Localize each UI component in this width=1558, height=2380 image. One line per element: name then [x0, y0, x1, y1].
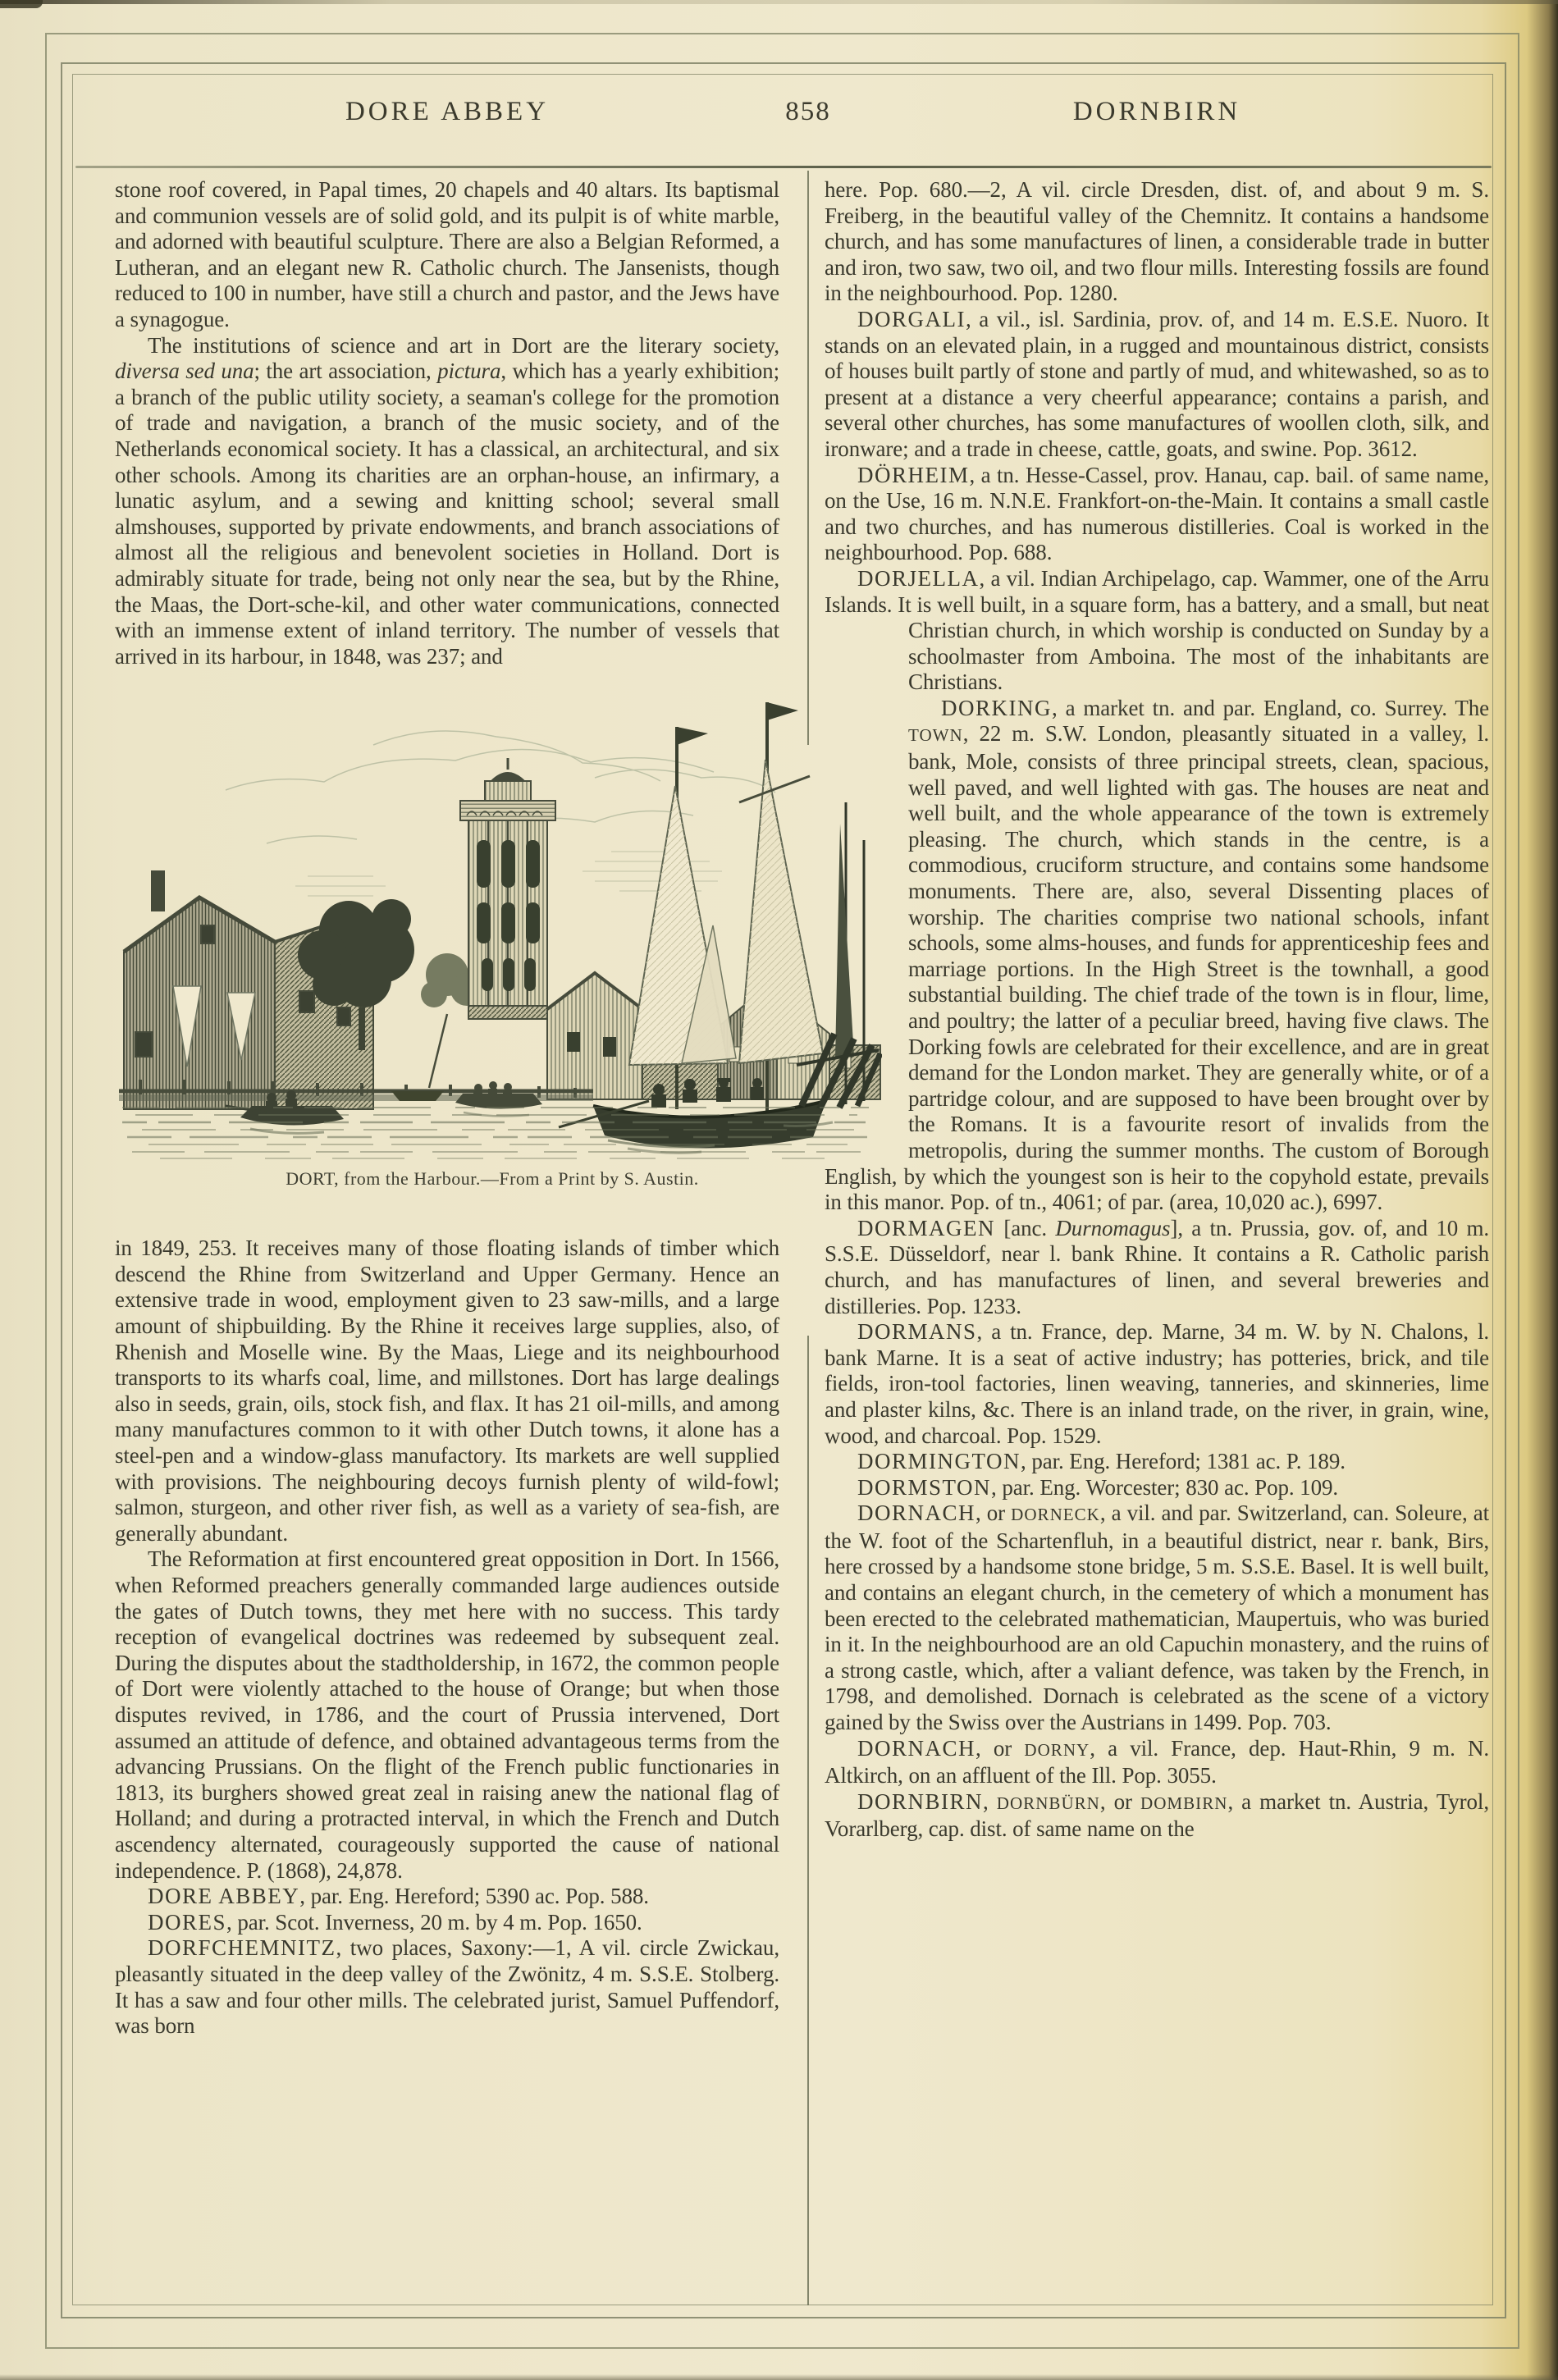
entry-headword: DORNACH: [857, 1735, 976, 1761]
entry-dorfchemnitz: [115, 1935, 779, 2039]
text-segment: in 1849, 253. It receives many of those floating islands of timber which descend the Rhine from Switzerland and Upper Germany. Hence an extensive trade in wood, employment given to 23 saw-mills, and a large amount of shipbuilding. By the Rhine it receives large supplies, also, of Rhenish and Moselle wine. By the Maas, Liege and its neighbourhood transports to its wharfs coal, lime, and millstones. Dort has large dealings also in seeds, grain, oils, stock fish, and flax. It has 21 oil-mills, and among many manufactures common to it with other Dutch towns, it alone has a steel-pen and a window-glass manufactory. Its markets are well supplied with provisions. The neighbouring decoys furnish plenty of wild-fowl; salmon, sturgeon, and other river fish, as well as a variety of sea-fish, are generally abundant.: [115, 1236, 779, 1546]
entry-headword: DORNACH: [857, 1501, 976, 1526]
entry-dornach-france: [825, 1736, 1489, 1789]
text-segment: , a market tn. and par. England, co. Surrey. The: [1052, 695, 1489, 720]
entry-dorheim: [825, 463, 1489, 566]
text-segment: , two places, Saxony:—1, A vil. circle Zwickau, pleasantly situated in the deep valley of the Zwönitz, 4 m. S.S.E. Stolberg. It has a saw and four other mills. The celebrated jurist, Samuel Puffendorf, was born: [115, 1935, 779, 2039]
text-segment: DORNY: [1024, 1739, 1090, 1760]
text-segment: , a vil., isl. Sardinia, prov. of, and 14 m. E.S.E. Nuoro. It stands on an elevated plain, in a rugged and mountainous district, consists of houses built partly of stone and partly of mud, and whitewashed, so as to present at a distance a very cheerful appearance; contains a parish, and several other churches, has some manufactures of woollen cloth, silk, and ironware; and a trade in cheese, cattle, goats, and swine. Pop. 3612.: [825, 306, 1489, 461]
text-segment: , a market tn. Austria, Tyrol, Vorarlberg, cap. dist. of same name on the: [825, 1788, 1489, 1842]
text-segment: , a vil. Indian Archipelago, cap. Wammer, one of the Arru Islands. It is well built, in a square form, has a battery, and a small, but neat Christian church, in which: [825, 565, 1489, 643]
para-dort-churches: [115, 177, 779, 333]
text-segment: , par. Scot. Inverness, 20 m. by 4 m. Pop. 1650.: [226, 1909, 642, 1935]
running-head-left: DORE ABBEY: [345, 97, 550, 126]
text-segment: worship is conducted on Sunday by a schoolmaster from Amboina. The most of the inhabitants are Christians.: [908, 618, 1489, 695]
grote-kerk-tower: [460, 758, 555, 1019]
engraving-dort-illustration: [103, 679, 882, 1163]
text-segment: , or: [975, 1501, 1012, 1526]
column-right: [825, 177, 1489, 1843]
text-segment: ], a tn. Prussia, gov. of, and 10 m. S.S.E. Düsseldorf, near l. bank Rhine. It contains a R. Catholic parish church, and has manufactures of linen, and several breweries and distilleries. Pop. 1233.: [825, 1215, 1490, 1318]
text-segment: , par. Eng. Worcester; 830 ac. Pop. 109.: [991, 1474, 1339, 1500]
header-rule: [75, 166, 1492, 168]
scan-edge-top: [0, 0, 1558, 4]
entry-dore-abbey: [115, 1884, 779, 1910]
text-segment: , or: [1099, 1788, 1141, 1814]
entry-headword: DORES: [148, 1909, 227, 1935]
entry-dorgali: [825, 307, 1489, 463]
entry-dormston: [825, 1475, 1489, 1501]
text-segment: , or: [975, 1735, 1025, 1761]
para-dort-reformation: [115, 1546, 779, 1884]
engraving-dort-harbour: [103, 679, 882, 1190]
figure-wrap-spacer: [825, 618, 908, 1155]
para-dort-institutions: [115, 333, 779, 670]
para-dorfchemnitz-continued: [825, 177, 1489, 307]
text-segment: , par. Eng. Hereford; 5390 ac. Pop. 588.: [299, 1884, 649, 1909]
column-divider-top: [807, 171, 809, 745]
entry-headword: DORGALI: [857, 306, 966, 331]
entry-dornbirn: [825, 1789, 1489, 1843]
scan-edge-bottom: [0, 2374, 1558, 2380]
text-segment: , a vil. and par. Switzerland, can. Soleure, at the W. foot of the Schartenfluh, in a beautiful district, near r. bank, Birs, here crossed by a handsome stone bridge, 5 m. S.S.E. Basel. It is well built, and contains an elegant church, in the cemetery of which a monument has been erected to the celebrated mathematician, Maupertuis, who was buried in it. In the neighbourhood are an old Capuchin monastery, and the ruins of a strong castle, which, after a valiant defence, was taken by the French, in 1798, and demolished. Dornach is celebrated as the scene of a victory gained by the Swiss over the Austrians in 1499. Pop. 703.: [825, 1501, 1489, 1735]
text-segment: pictura: [437, 359, 501, 384]
text-segment: Durnomagus: [1055, 1215, 1171, 1240]
entry-dormington: [825, 1449, 1489, 1475]
text-segment: The institutions of science and art in Dort are the literary society,: [148, 332, 779, 358]
text-segment: The Reformation at first encountered great opposition in Dort. In 1566, when Reformed preachers generally commanded large audiences outside the gates of Dutch towns, they met here with no success. This tardy reception of evangelical doctrines was redeemed by subsequent zeal. During the disputes about the stadtholdership, in 1672, the common people of Dort were violently attached to the house of Orange; but when those disputes revived, in 1786, and the court of Prussia intervened, Dort assumed an attitude of defence, and obtained advantageous terms from the advancing Prussians. On the flight of the French public functionaries in 1813, its burghers showed great zeal in raising anew the national flag of Holland; and during a protracted interval, in which the French and Dutch ascendency alternated, courageously supported the cause of national independence. P. (1868), 24,878.: [115, 1546, 779, 1883]
text-segment: here. Pop. 680.—2, A vil. circle Dresden, dist. of, and about 9 m. S. Freiberg, in the beautiful valley of the Chemnitz. It contains a handsome church, and has some manufactures of linen, a considerable trade in butter and iron, two saw, two oil, and two flour mills. Interesting fossils are found in the neighbourhood. Pop. 1280.: [825, 177, 1489, 306]
running-head-right: DORNBIRN: [1072, 97, 1241, 126]
entry-dorking: [825, 696, 1489, 1216]
rowboat-middle: [455, 1081, 542, 1109]
entry-headword: DORFCHEMNITZ: [148, 1935, 336, 1961]
para-dort-trade: [115, 1236, 779, 1546]
text-segment: ,: [983, 1788, 997, 1814]
text-segment: DORNECK: [1011, 1505, 1100, 1525]
text-segment: DORNBÜRN: [996, 1793, 1100, 1813]
entry-headword: DORMSTON: [857, 1474, 992, 1500]
text-segment: , a tn. France, dep. Marne, 34 m. W. by N. Chalons, l. bank Marne. It is a seat of active industry; has potteries, brick, and tile fields, iron-tool factories, linen weaving, tanneries, and skinneries, lime and plaster kilns, &c. There is an inland trade, on the river, in grain, wine, wood, and charcoal. Pop. 1529.: [825, 1319, 1489, 1448]
entry-dorjella: [825, 566, 1489, 696]
text-segment: , which has a yearly exhibition; a branch of the public utility society, a seaman's college for the promotion of trade and navigation, a branch of the music society, and of the Netherlands economical society. It has a classical, an architectural, and six other schools. Among its charities are an orphan-house, an infirmary, a lunatic asylum, and a sewing and knitting school; several small almshouses, supported by private endowments, and branch associations of almost all the religious and benevolent societies in Holland. Dort is admirably situate for trade, being not only near the sea, but by the Rhine, the Maas, the Dort-sche-kil, and other water communications, connected with an immense extent of inland territory. The number of vessels that arrived in its harbour, in 1848, was 237; and: [115, 359, 779, 669]
figure-caption: DORT, from the Harbour.—From a Print by S. Austin.: [286, 1168, 699, 1190]
entry-headword: DORKING: [941, 695, 1052, 720]
text-segment: diversa sed una: [115, 359, 254, 384]
column-divider-bottom: [807, 1336, 809, 2305]
small-sloop: [391, 1014, 447, 1101]
text-segment: , 22 m. S.W. London, pleasantly situated in a valley, l. bank, Mole, consists of three principal streets, clean, spacious, well paved, and well lighted with gas. The houses are neat and well built, and the whole appearance of the town is extremely pleasing. The church, which stands in the centre, is a commodious, cruciform structure, and contains some handsome monuments. There are, also, several Dissenting places of worship. The charities comprise two national schools, infant schools, some alms-houses, and funds for apprenticeship fees and marriage portions. In the High Street is the townhall, a good substantial building. The chief trade of the town is in flour, lime, and poultry; the latter of a peculiar breed, having five claws. The Dorking fowls are celebrated for their excellence, and are in great demand for the London market. They are generally white, or of a partridge colour, and are supposed to have been brought over by the Romans. It is a favourite resort of invalids from the metropolis, during the summer months. The custom of Borough English, by which the youngest son is heir to the copyhold estate, prevails in this manor. Pop. of tn., 4061; of par. (area, 10,020 ac.), 6997.: [825, 721, 1489, 1215]
entry-headword: DORMINGTON: [857, 1449, 1021, 1474]
entry-headword: DÖRHEIM: [857, 462, 970, 487]
text-segment: [anc.: [995, 1215, 1056, 1240]
entry-headword: DORNBIRN: [857, 1788, 984, 1814]
text-segment: TOWN: [908, 725, 963, 746]
entry-dores: [115, 1910, 779, 1936]
entry-headword: DORMANS: [857, 1319, 977, 1345]
entry-dormans: [825, 1319, 1489, 1449]
text-segment: DOMBIRN: [1140, 1793, 1228, 1813]
text-segment: stone roof covered, in Papal times, 20 chapels and 40 altars. Its baptismal and communion vessels are of solid gold, and its pulpit is of white marble, and adorned with beautiful sculpture. There are also a Belgian Reformed, a Lutheran, and an elegant new R. Catholic church. The Jansenists, though reduced to 100 in number, have still a church and pastor, and the Jews have a synagogue.: [115, 177, 779, 331]
entry-headword: DORJELLA: [857, 565, 980, 591]
entry-dornach-switzerland: [825, 1501, 1489, 1735]
text-segment: , par. Eng. Hereford; 1381 ac. P. 189.: [1021, 1449, 1346, 1474]
page-number: 858: [785, 97, 831, 126]
text-segment: , a vil. France, dep. Haut-Rhin, 9 m. N. Altkirch, on an affluent of the Ill. Pop. 3055.: [825, 1735, 1489, 1788]
entry-dormagen: [825, 1216, 1489, 1319]
text-segment: , a tn. Hesse-Cassel, prov. Hanau, cap. bail. of same name, on the Use, 16 m. N.N.E. Frankfort-on-the-Main. It contains a small castle and two churches, and has numerous distilleries. Coal is worked in the neighbourhood. Pop. 688.: [825, 462, 1489, 565]
entry-headword: DORE ABBEY: [148, 1884, 300, 1909]
column-left: [115, 177, 779, 2040]
entry-headword: DORMAGEN: [857, 1215, 996, 1240]
scan-corner-mark: [0, 0, 43, 8]
text-segment: ; the art association,: [254, 359, 438, 384]
